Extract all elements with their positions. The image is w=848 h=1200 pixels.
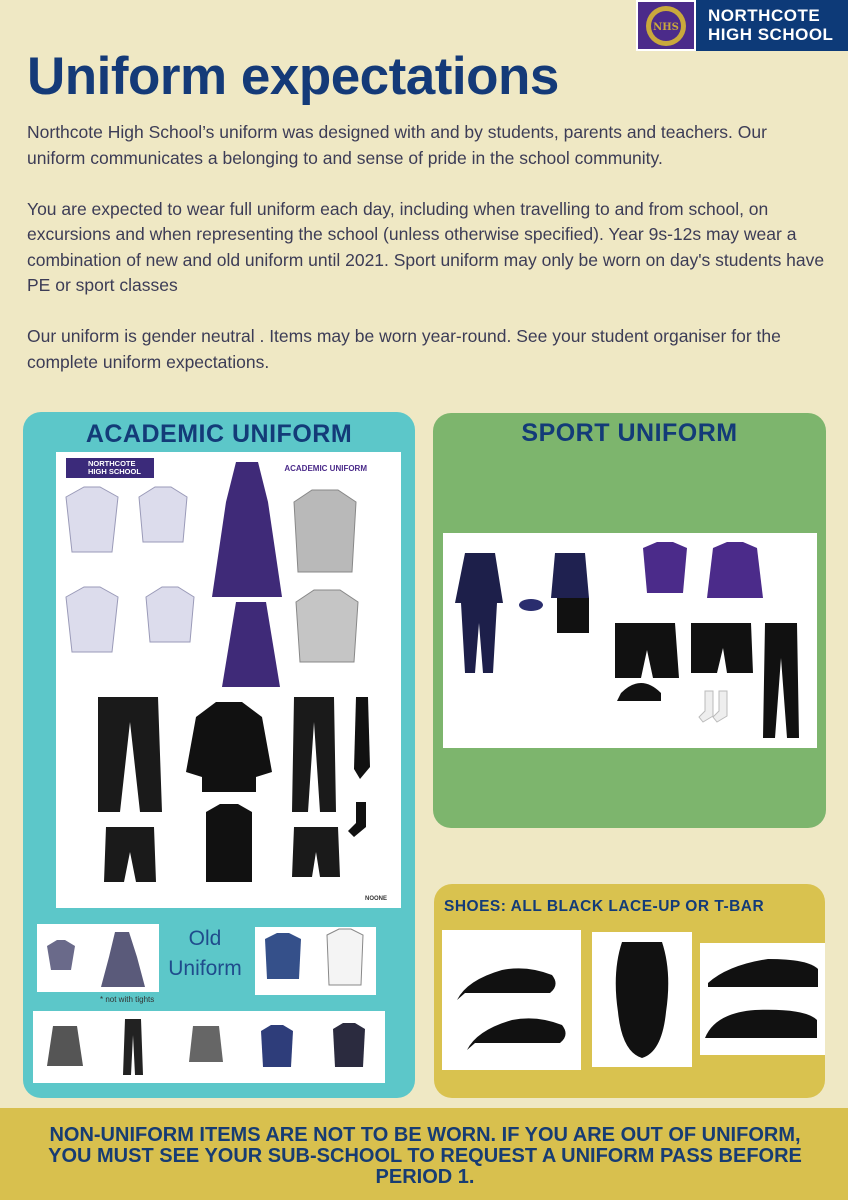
non-uniform-warning-banner [0, 1108, 848, 1200]
long-sleeve-shirt-icon [66, 487, 187, 552]
shoes-title: SHOES: ALL BLACK LACE-UP OR T-BAR [444, 898, 765, 915]
black-sneakers-photo [700, 943, 825, 1055]
sport-uniform-panel [433, 413, 826, 828]
academic-uniform-panel [23, 412, 415, 1098]
skirt-icon [222, 602, 280, 687]
polo-shirt-icon [643, 542, 687, 593]
page-title: Uniform expectations [27, 47, 559, 106]
sport-outfit-icon [551, 553, 589, 633]
t-bar-shoes-photo [592, 932, 692, 1067]
intro-paragraph-1: Northcote High School’s uniform was designed with and by students, parents and teachers. Our uniform communicates a belonging to and sense of pride in the school community. [27, 122, 767, 168]
sport-shorts-icon [615, 623, 753, 678]
intro-text [27, 120, 827, 401]
logo-line-2: HIGH SCHOOL [708, 25, 834, 44]
intro-paragraph-3: Our uniform is gender neutral . Items may be worn year-round. See your student organiser for the complete uniform expectations. [27, 326, 781, 372]
jumper-icon [296, 590, 358, 662]
tights-icon [354, 697, 370, 779]
old-label-line-1: Old [188, 927, 222, 950]
cap-icon [617, 683, 661, 701]
tracksuit-icon [455, 553, 503, 673]
rugby-top-icon [707, 542, 763, 598]
lace-up-shoes-photo [442, 930, 581, 1070]
uniform-items-illustration [56, 452, 401, 908]
short-sleeve-shirt-icon [66, 587, 194, 652]
socks-icon [348, 802, 366, 837]
jacket-icon [186, 702, 272, 792]
old-uniform-photo-1 [37, 924, 159, 992]
sport-cap-icon [519, 599, 543, 611]
chart-brand-mark: NOONE [364, 896, 387, 902]
old-uniform-label [163, 924, 247, 984]
dress-icon [212, 462, 282, 597]
shoes-panel [434, 884, 825, 1098]
non-uniform-warning-text: NON-UNIFORM ITEMS ARE NOT TO BE WORN. IF YOU ARE OUT OF UNIFORM, YOU MUST SEE YOUR SUB-SCHOOL TO REQUEST A UNIFORM PASS BEFORE PERIOD 1. [48, 1124, 802, 1188]
old-uniform-photo-2 [255, 927, 376, 995]
old-uniform-photo-3 [33, 1011, 385, 1083]
school-crest-icon [636, 0, 696, 51]
sport-uniform-photo [443, 533, 817, 748]
academic-uniform-title: ACADEMIC UNIFORM [85, 420, 353, 448]
svg-text:NHS: NHS [653, 21, 679, 33]
logo-line-1: NORTHCOTE [708, 6, 821, 25]
intro-paragraph-2: You are expected to wear full uniform each day, including when travelling to and from school, on excursions and when representing the school (unless otherwise specified). Year 9s-12s may wear a combination of new and old uniform until 2021. Sport uniform may only be worn on day's students have PE or sport classes [27, 198, 825, 295]
sport-uniform-title: SPORT UNIFORM [521, 419, 738, 447]
puffer-vest-icon [206, 804, 252, 882]
school-logo [636, 0, 848, 51]
white-socks-icon [699, 691, 727, 722]
track-pants-icon [763, 623, 799, 738]
academic-uniform-chart [56, 452, 401, 908]
chart-logo: NORTHCOTE HIGH SCHOOL [66, 458, 154, 478]
old-label-line-2: Uniform [168, 957, 242, 980]
tights-note: * not with tights [100, 995, 155, 1004]
logo-wordmark [696, 0, 848, 51]
chart-heading: ACADEMIC UNIFORM [284, 464, 367, 473]
cardigan-icon [294, 490, 356, 572]
